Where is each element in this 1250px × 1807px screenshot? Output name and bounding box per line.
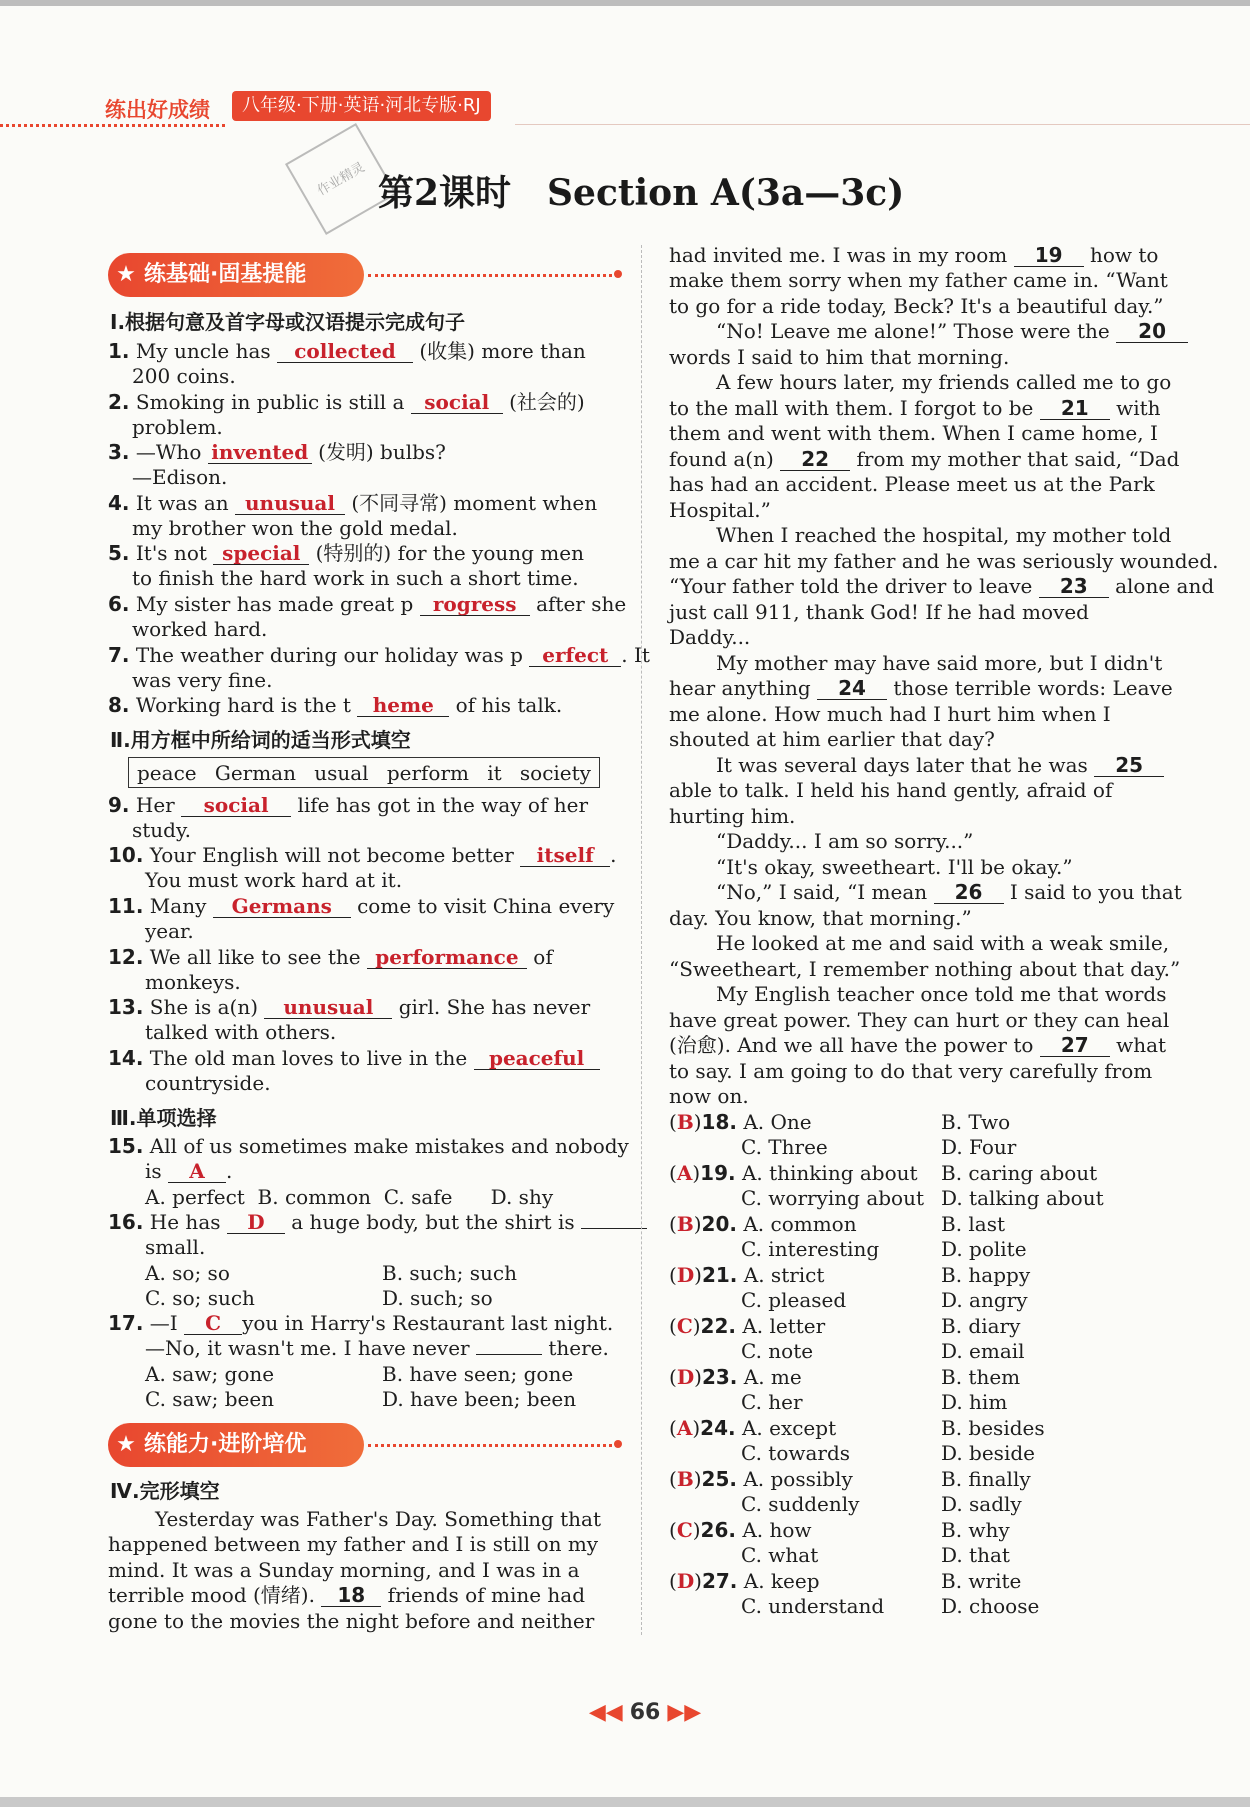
section-banner-advanced	[108, 1423, 364, 1467]
passage-line: He looked at me and said with a weak smile,	[716, 931, 1170, 955]
q14-answer[interactable]: peaceful	[474, 1047, 600, 1070]
choice-option-d[interactable]: D. email	[941, 1339, 1025, 1363]
q5-line	[108, 541, 584, 566]
q1-num: 1.	[108, 339, 130, 363]
choice-num: 26.	[700, 1518, 736, 1542]
section-banner-basic-label: 练基础·固基提能	[144, 262, 307, 287]
q1-answer[interactable]: collected	[277, 340, 413, 363]
q16-text: He has	[149, 1210, 221, 1234]
page-number: 66	[629, 1700, 661, 1725]
cloze-blank-25[interactable]: 25	[1094, 754, 1164, 777]
q13-text-post: girl. She has never	[398, 995, 591, 1019]
passage-text: (治愈). And we all have the power to	[669, 1033, 1034, 1057]
q10-num: 10.	[108, 843, 144, 867]
choice-option-a[interactable]: A. how	[742, 1518, 812, 1542]
q16-answer[interactable]: D	[227, 1211, 285, 1234]
q17-option-a[interactable]: A. saw; gone	[145, 1362, 275, 1386]
q10-line	[108, 843, 617, 868]
q10-line2: You must work hard at it.	[145, 868, 403, 892]
subtitle-badge: 八年级·下册·英语·河北专版·RJ	[232, 91, 491, 121]
q17-blank2[interactable]	[476, 1354, 542, 1355]
passage-line: “Daddy... I am so sorry...”	[716, 829, 974, 853]
q9-text-post: life has got in the way of her	[297, 793, 589, 817]
q2-num: 2.	[108, 390, 130, 414]
banner-dot	[614, 1440, 622, 1448]
q6-line	[108, 592, 626, 617]
word-box-item: society	[519, 761, 591, 785]
choice-option-a[interactable]: A. strict	[743, 1263, 825, 1287]
choice-option-a[interactable]: A. letter	[742, 1314, 826, 1338]
q7-line	[108, 643, 650, 668]
passage-line: “It's okay, sweetheart. I'll be okay.”	[716, 855, 1073, 879]
choice-option-b[interactable]: B. Two	[941, 1110, 1011, 1134]
q17-num: 17.	[108, 1311, 144, 1335]
q11-num: 11.	[108, 894, 144, 918]
choice-answer: B	[676, 1212, 694, 1236]
q6-text-post: after she	[536, 592, 627, 616]
cloze-blank-21[interactable]: 21	[1040, 397, 1110, 420]
passage-text: to the mall with them. I forgot to be	[669, 396, 1034, 420]
runner-icon: ★	[116, 262, 136, 287]
q9-line	[108, 793, 588, 818]
q4-line2: my brother won the gold medal.	[132, 516, 458, 540]
choice-option-a[interactable]: A. One	[743, 1110, 812, 1134]
choice-option-b[interactable]: B. diary	[941, 1314, 1021, 1338]
q16-option-d[interactable]: D. such; so	[382, 1286, 493, 1310]
q17-line	[108, 1311, 613, 1336]
q3-text: —Who	[135, 440, 202, 464]
passage-text: “Your father told the driver to leave	[669, 574, 1033, 598]
passage-text: alone and	[1115, 574, 1215, 598]
choice-option-b[interactable]: B. besides	[941, 1416, 1045, 1440]
passage-line: me alone. How much had I hurt him when I	[669, 702, 1111, 726]
choice-answer: D	[676, 1569, 695, 1593]
choice-option-a[interactable]: A. except	[741, 1416, 837, 1440]
q7-num: 7.	[108, 643, 130, 667]
word-box	[128, 757, 600, 788]
q8-num: 8.	[108, 693, 130, 717]
q13-text: She is a(n)	[149, 995, 258, 1019]
q17-text-post: you in Harry's Restaurant last night.	[242, 1311, 614, 1335]
q7-text: The weather during our holiday was p	[135, 643, 523, 667]
runner-icon: ★	[116, 1432, 136, 1457]
passage-line: have great power. They can hurt or they can heal	[669, 1008, 1170, 1032]
q17-text: —I	[149, 1311, 178, 1335]
q7-text-post: . It	[621, 643, 650, 667]
q5-line2: to finish the hard work in such a short time.	[132, 566, 579, 590]
choice-option-a[interactable]: A. possibly	[743, 1467, 853, 1491]
choice-option-c[interactable]: C. what	[741, 1543, 819, 1567]
section-banner-advanced-label: 练能力·进阶培优	[144, 1432, 307, 1457]
q2-answer[interactable]: social	[411, 391, 503, 414]
choice-option-d[interactable]: D. Four	[941, 1135, 1017, 1159]
choice-num: 22.	[700, 1314, 736, 1338]
choice-answer: C	[676, 1314, 693, 1338]
q15-text: All of us sometimes make mistakes and nobody	[149, 1134, 629, 1158]
passage-line: gone to the movies the night before and neither	[108, 1609, 595, 1633]
q13-answer[interactable]: unusual	[264, 996, 392, 1019]
passage-text: with	[1116, 396, 1161, 420]
cloze-blank-26[interactable]: 26	[934, 881, 1004, 904]
q16-text-post: a huge body, but the shirt is	[291, 1210, 575, 1234]
choice-answer: D	[676, 1263, 695, 1287]
q9-line2: study.	[132, 818, 191, 842]
q17-l2-text: —No, it wasn't me. I have never	[145, 1336, 470, 1360]
part1-heading: Ⅰ.根据句意及首字母或汉语提示完成句子	[110, 310, 466, 334]
choice-answer: D	[676, 1365, 695, 1389]
q15-pre: is	[145, 1159, 162, 1183]
word-box-item: it	[487, 761, 502, 785]
choice-num: 21.	[701, 1263, 738, 1287]
choice-option-b[interactable]: B. them	[941, 1365, 1021, 1389]
passage-line: Daddy...	[669, 625, 751, 649]
q4-text: It was an	[135, 491, 229, 515]
choice-option-d[interactable]: D. that	[941, 1543, 1010, 1567]
choice-row: (D)27. A. keep	[669, 1569, 820, 1593]
q17-l2-post: there.	[548, 1336, 609, 1360]
q11-line2: year.	[145, 919, 194, 943]
stamp-text: 作业精灵	[314, 159, 368, 199]
q5-text: It's not	[135, 541, 207, 565]
passage-line: words I said to him that morning.	[669, 345, 1010, 369]
q14-text: The old man loves to live in the	[149, 1046, 468, 1070]
q12-line	[108, 945, 553, 970]
choice-row: (A)19. A. thinking about	[669, 1161, 918, 1185]
choice-row: (A)24. A. except	[669, 1416, 837, 1440]
q16-option-b[interactable]: B. such; such	[382, 1261, 517, 1285]
choice-row: (B)20. A. common	[669, 1212, 857, 1236]
choice-row: (C)26. A. how	[669, 1518, 812, 1542]
q12-answer[interactable]: performance	[367, 946, 527, 969]
brand-text: 练出好成绩	[105, 98, 210, 122]
q8-text: Working hard is the t	[135, 693, 351, 717]
next-arrows-icon: ▶▶	[667, 1700, 702, 1725]
q14-line2: countryside.	[145, 1071, 271, 1095]
choice-option-b[interactable]: B. caring about	[941, 1161, 1098, 1185]
word-box-item: usual	[314, 761, 369, 785]
page-title: 第2课时 Section A(3a—3c)	[378, 172, 905, 214]
cloze-blank-18[interactable]: 18	[321, 1584, 381, 1607]
passage-line: just call 911, thank God! If he had moved	[669, 600, 1089, 624]
choice-option-c[interactable]: C. her	[741, 1390, 803, 1414]
passage-line: me a car hit my father and he was seriously wounded.	[669, 549, 1219, 573]
q16-line2: small.	[145, 1235, 206, 1259]
q16-line	[108, 1210, 647, 1235]
header-dotted-line	[0, 124, 225, 127]
choice-option-b[interactable]: B. write	[941, 1569, 1022, 1593]
passage-line: A few hours later, my friends called me to go	[716, 370, 1172, 394]
passage-line: make them sorry when my father came in. “Want	[669, 268, 1168, 292]
q12-text: We all like to see the	[149, 945, 361, 969]
q13-line2: talked with others.	[145, 1020, 337, 1044]
q1-line	[108, 339, 586, 364]
cloze-blank-20[interactable]: 20	[1116, 320, 1188, 343]
banner-dot	[614, 270, 622, 278]
choice-num: 24.	[700, 1416, 736, 1440]
choice-option-d[interactable]: D. choose	[941, 1594, 1040, 1618]
passage-text: from my mother that said, “Dad	[856, 447, 1180, 471]
q5-answer[interactable]: special	[213, 542, 309, 565]
passage-line: hurting him.	[669, 804, 796, 828]
choice-row: (B)25. A. possibly	[669, 1467, 853, 1491]
column-divider	[641, 245, 642, 1635]
passage-line: day. You know, that morning.”	[669, 906, 972, 930]
choice-option-c[interactable]: C. towards	[741, 1441, 851, 1465]
top-border	[0, 0, 1250, 6]
passage-line	[669, 396, 1161, 421]
choice-option-c[interactable]: C. worrying about	[741, 1186, 925, 1210]
passage-line	[716, 319, 1188, 344]
choice-num: 18.	[701, 1110, 737, 1134]
q14-num: 14.	[108, 1046, 144, 1070]
q9-text: Her	[135, 793, 175, 817]
q5-num: 5.	[108, 541, 130, 565]
q14-line	[108, 1046, 600, 1071]
passage-text: friends of mine had	[387, 1583, 586, 1607]
q3-num: 3.	[108, 440, 130, 464]
choice-option-a[interactable]: A. common	[743, 1212, 857, 1236]
q2-text: Smoking in public is still a	[135, 390, 405, 414]
q12-text-post: of	[533, 945, 553, 969]
choice-option-d[interactable]: D. angry	[941, 1288, 1028, 1312]
word-box-item: peace	[137, 761, 197, 785]
choice-answer: A	[676, 1161, 693, 1185]
word-box-item: perform	[386, 761, 469, 785]
passage-line: happened between my father and I is still on my	[108, 1532, 599, 1556]
passage-line	[669, 676, 1173, 701]
choice-num: 27.	[701, 1569, 738, 1593]
q17-option-d[interactable]: D. have been; been	[382, 1387, 577, 1411]
q3-answer[interactable]: invented	[208, 441, 312, 464]
q15-line2	[145, 1159, 232, 1184]
passage-text: how to	[1090, 243, 1159, 267]
q6-line2: worked hard.	[132, 617, 268, 641]
q12-line2: monkeys.	[145, 970, 241, 994]
passage-line: Hospital.”	[669, 498, 771, 522]
choice-row: (D)23. A. me	[669, 1365, 802, 1389]
q3-line2: —Edison.	[132, 465, 228, 489]
q6-text: My sister has made great p	[135, 592, 414, 616]
choice-option-c[interactable]: C. interesting	[741, 1237, 880, 1261]
choice-option-d[interactable]: D. polite	[941, 1237, 1027, 1261]
q8-line	[108, 693, 562, 718]
q13-num: 13.	[108, 995, 144, 1019]
q15-answer[interactable]: A	[168, 1160, 226, 1183]
q6-num: 6.	[108, 592, 130, 616]
passage-text: hear anything	[669, 676, 811, 700]
q1-text-post: (收集) more than	[419, 339, 586, 363]
passage-text: I said to you that	[1009, 880, 1182, 904]
passage-text: It was several days later that he was	[716, 753, 1088, 777]
part2-heading: Ⅱ.用方框中所给词的适当形式填空	[110, 728, 411, 752]
choice-option-c[interactable]: C. understand	[741, 1594, 885, 1618]
cloze-blank-23[interactable]: 23	[1039, 575, 1109, 598]
cloze-blank-22[interactable]: 22	[780, 448, 850, 471]
word-box-item: German	[214, 761, 296, 785]
choice-option-b[interactable]: B. why	[941, 1518, 1010, 1542]
passage-text: terrible mood (情绪).	[108, 1583, 315, 1607]
passage-line	[669, 1033, 1166, 1058]
bottom-border	[0, 1797, 1250, 1807]
cloze-blank-27[interactable]: 27	[1040, 1034, 1110, 1057]
q4-num: 4.	[108, 491, 130, 515]
q17-option-c[interactable]: C. saw; been	[145, 1387, 275, 1411]
q11-line	[108, 894, 614, 919]
choice-option-d[interactable]: D. talking about	[941, 1186, 1104, 1210]
passage-text: found a(n)	[669, 447, 774, 471]
q2-line	[108, 390, 585, 415]
choice-option-b[interactable]: B. finally	[941, 1467, 1031, 1491]
choice-row: (C)22. A. letter	[669, 1314, 826, 1338]
q10-text: Your English will not become better	[149, 843, 514, 867]
passage-text: “No! Leave me alone!” Those were the	[716, 319, 1110, 343]
q11-answer[interactable]: Germans	[213, 895, 351, 918]
passage-text: had invited me. I was in my room	[669, 243, 1008, 267]
choice-num: 20.	[701, 1212, 737, 1236]
choice-num: 19.	[700, 1161, 736, 1185]
q10-text-post: .	[610, 843, 617, 867]
q17-line2	[145, 1336, 609, 1361]
cloze-blank-19[interactable]: 19	[1014, 244, 1084, 267]
banner-dotted-line	[368, 1444, 618, 1447]
choice-row: (D)21. A. strict	[669, 1263, 825, 1287]
q4-line	[108, 491, 597, 516]
passage-text: those terrible words: Leave	[893, 676, 1173, 700]
part3-heading: Ⅲ.单项选择	[110, 1106, 217, 1130]
q8-text-post: of his talk.	[455, 693, 563, 717]
q10-answer[interactable]: itself	[520, 844, 610, 867]
choice-num: 23.	[701, 1365, 738, 1389]
q17-answer[interactable]: C	[184, 1312, 242, 1335]
passage-line	[669, 447, 1179, 472]
q15-post: .	[226, 1159, 233, 1183]
choice-row: (B)18. A. One	[669, 1110, 812, 1134]
q2-text-post: (社会的)	[509, 390, 585, 414]
choice-option-d[interactable]: D. beside	[941, 1441, 1035, 1465]
q7-line2: was very fine.	[132, 668, 273, 692]
passage-line	[716, 753, 1164, 778]
passage-line: to go for a ride today, Beck? It's a beautiful day.”	[669, 294, 1164, 318]
q1-line2: 200 coins.	[132, 364, 236, 388]
q4-text-post: (不同寻常) moment when	[351, 491, 598, 515]
choice-option-b[interactable]: B. last	[941, 1212, 1006, 1236]
choice-option-d[interactable]: D. sadly	[941, 1492, 1022, 1516]
choice-answer: B	[676, 1467, 694, 1491]
passage-line: to say. I am going to do that very carefully from	[669, 1059, 1153, 1083]
passage-line: shouted at him earlier that day?	[669, 727, 995, 751]
q8-answer[interactable]: heme	[357, 694, 449, 717]
choice-option-c[interactable]: C. pleased	[741, 1288, 847, 1312]
passage-line: When I reached the hospital, my mother told	[716, 523, 1172, 547]
passage-line: able to talk. I held his hand gently, afraid of	[669, 778, 1113, 802]
q16-num: 16.	[108, 1210, 144, 1234]
choice-option-b[interactable]: B. happy	[941, 1263, 1031, 1287]
choice-option-c[interactable]: C. suddenly	[741, 1492, 860, 1516]
header-line	[515, 124, 1250, 125]
passage-text: “No,” I said, “I mean	[716, 880, 928, 904]
passage-line	[716, 880, 1182, 905]
prev-arrows-icon: ◀◀	[588, 1700, 623, 1725]
q6-answer[interactable]: rogress	[420, 593, 530, 616]
q16-option-c[interactable]: C. so; such	[145, 1286, 255, 1310]
passage-line	[669, 574, 1214, 599]
q15-num: 15.	[108, 1134, 144, 1158]
q17-option-b[interactable]: B. have seen; gone	[382, 1362, 574, 1386]
passage-line: Yesterday was Father's Day. Something that	[155, 1507, 602, 1531]
passage-line	[108, 1583, 585, 1608]
choice-option-c[interactable]: C. note	[741, 1339, 814, 1363]
q9-num: 9.	[108, 793, 130, 817]
part4-heading: Ⅳ.完形填空	[110, 1479, 220, 1503]
q12-num: 12.	[108, 945, 144, 969]
q13-line	[108, 995, 590, 1020]
choice-answer: B	[676, 1110, 694, 1134]
choice-option-a[interactable]: A. me	[743, 1365, 802, 1389]
q15-options: A. perfect B. common C. safe D. shy	[145, 1185, 554, 1209]
passage-line: My mother may have said more, but I didn't	[716, 651, 1163, 675]
passage-text: what	[1116, 1033, 1167, 1057]
passage-line	[669, 243, 1158, 268]
section-banner-basic	[108, 253, 364, 297]
passage-line: now on.	[669, 1084, 749, 1108]
q7-answer[interactable]: erfect	[529, 644, 621, 667]
choice-option-d[interactable]: D. him	[941, 1390, 1008, 1414]
footer-nav	[560, 1700, 730, 1725]
choice-option-c[interactable]: C. Three	[741, 1135, 828, 1159]
q3-line	[108, 440, 446, 465]
q9-answer[interactable]: social	[181, 794, 291, 817]
choice-answer: C	[676, 1518, 693, 1542]
passage-line: has had an accident. Please meet us at the Park	[669, 472, 1155, 496]
passage-line: “Sweetheart, I remember nothing about that day.”	[669, 957, 1181, 981]
q4-answer[interactable]: unusual	[235, 492, 345, 515]
q2-line2: problem.	[132, 415, 223, 439]
q11-text: Many	[149, 894, 207, 918]
q5-text-post: (特别的) for the young men	[315, 541, 584, 565]
choice-answer: A	[676, 1416, 693, 1440]
choice-option-a[interactable]: A. thinking about	[741, 1161, 918, 1185]
banner-dotted-line	[368, 274, 618, 277]
choice-option-a[interactable]: A. keep	[743, 1569, 820, 1593]
passage-line: My English teacher once told me that words	[716, 982, 1167, 1006]
q3-text-post: (发明) bulbs?	[318, 440, 446, 464]
cloze-blank-24[interactable]: 24	[817, 677, 887, 700]
q16-blank2[interactable]	[581, 1228, 647, 1229]
passage-line: them and went with them. When I came home, I	[669, 421, 1158, 445]
q16-option-a[interactable]: A. so; so	[145, 1261, 230, 1285]
q11-text-post: come to visit China every	[357, 894, 615, 918]
q15-line	[108, 1134, 629, 1159]
choice-num: 25.	[701, 1467, 737, 1491]
passage-line: mind. It was a Sunday morning, and I was in a	[108, 1558, 580, 1582]
q1-text: My uncle has	[135, 339, 271, 363]
